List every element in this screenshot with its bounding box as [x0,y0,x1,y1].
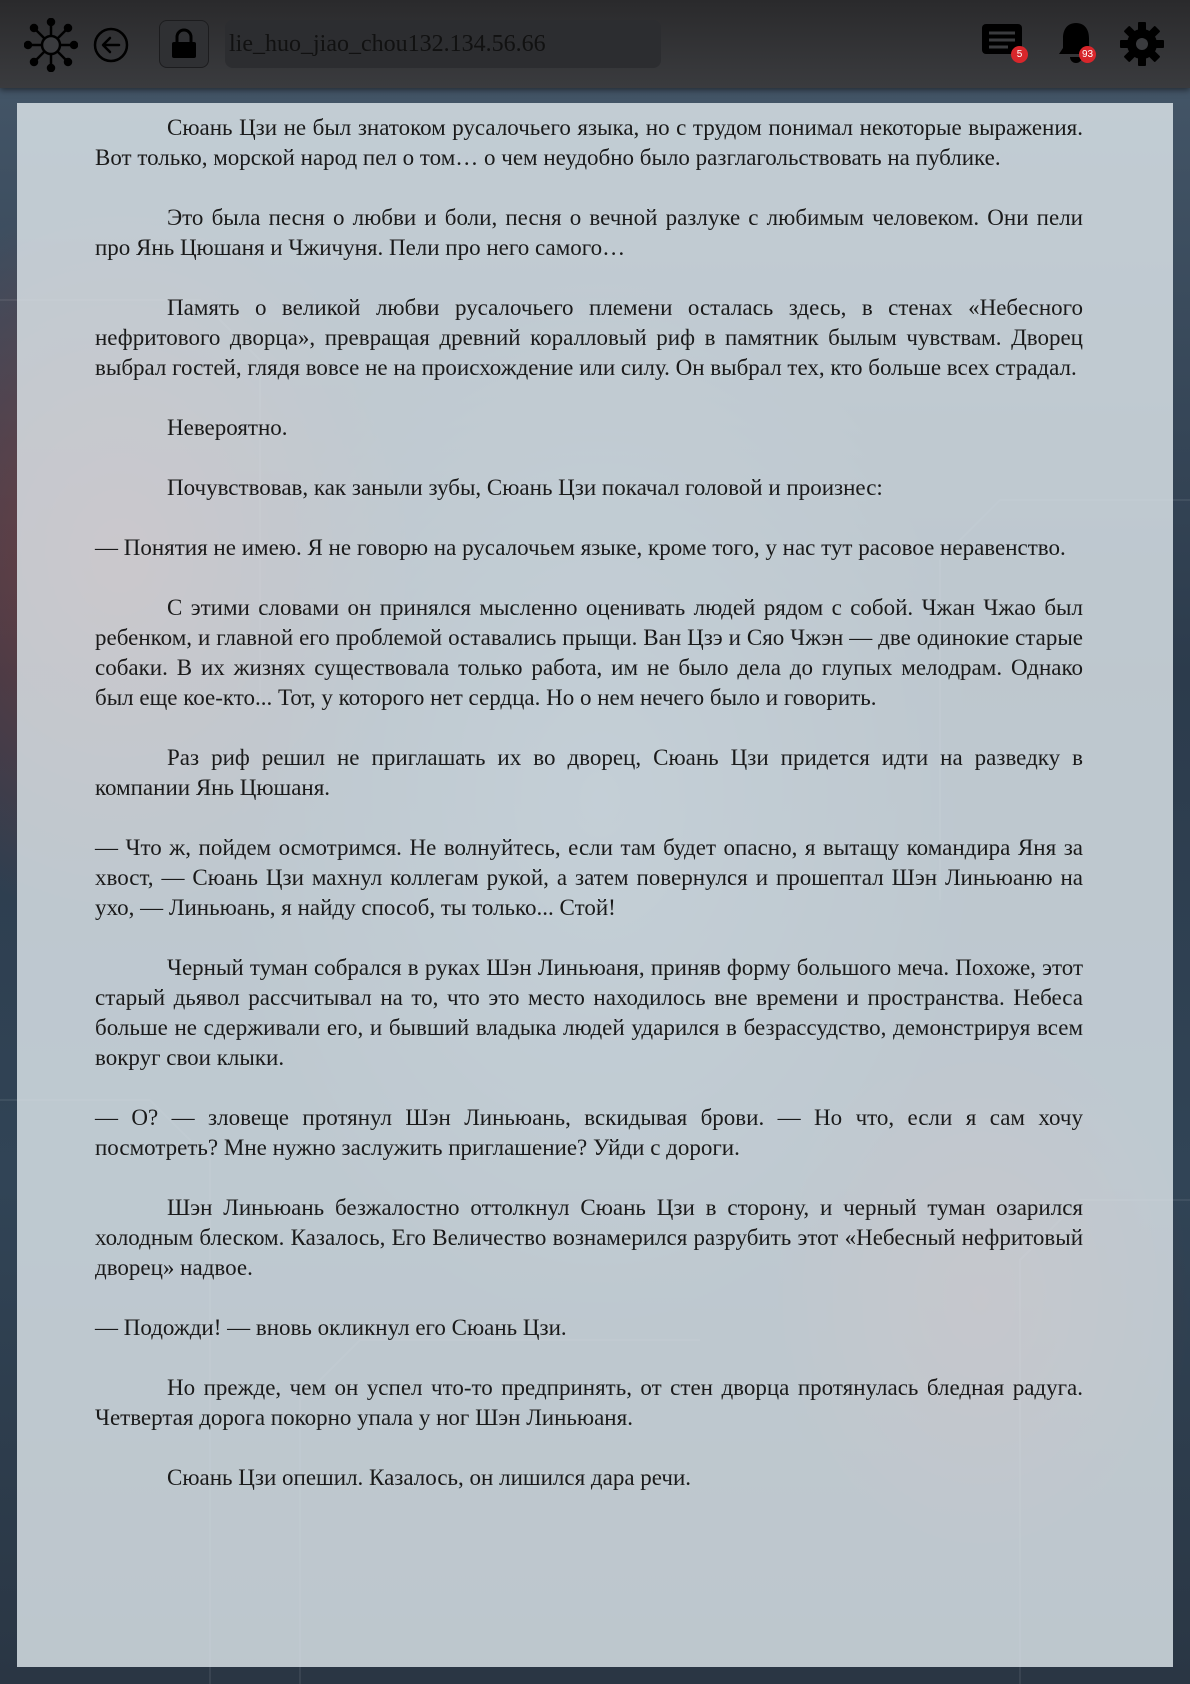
text-paragraph: Черный туман собрался в руках Шэн Линьюаня, приняв форму большого меча. Похоже, этот старый дьявол рассчитывал на то, что это место находилось вне времени и пространства. Небеса больше не сдерживали его, и бывший владыка людей ударился в безрассудство, демонстрируя всем вокруг свои клыки. [95,955,1083,1070]
gear-icon [1118,20,1166,68]
top-toolbar [0,0,1190,88]
notifications-count-badge: 93 [1079,46,1096,63]
network-logo-icon[interactable] [24,18,78,72]
text-paragraph: Раз риф решил не приглашать их во дворец, Сюань Цзи придется идти на разведку в компании Янь Цюшаня. [95,745,1083,800]
dialogue-paragraph: — Подожди! — вновь окликнул его Сюань Цзи. [95,1315,567,1340]
dialogue-paragraph: — О? — зловеще протянул Шэн Линьюань, вскидывая брови. — Но что, если я сам хочу посмотреть? Мне нужно заслужить приглашение? Уйди с дороги. [95,1105,1083,1160]
back-arrow-icon [92,26,130,64]
reading-page [17,103,1173,1667]
text-paragraph: Но прежде, чем он успел что-то предпринять, от стен дворца протянулась бледная радуга. Четвертая дорога покорно упала у ног Шэн Линьюаня. [95,1375,1083,1430]
text-paragraph: Память о великой любви русалочьего племени осталась здесь, в стенах «Небесного нефритового дворца», превращая древний коралловый риф в памятник былым чувствам. Дворец выбрал гостей, глядя вовсе не на происхождение или силу. Он выбрал тех, кто больше всех страдал. [95,295,1083,380]
dialogue-paragraph: — Понятия не имею. Я не говорю на русалочьем языке, кроме того, у нас тут расовое неравенство. [95,535,1066,560]
settings-button[interactable] [1118,20,1168,70]
messages-count-badge: 5 [1011,46,1028,63]
text-paragraph: Сюань Цзи не был знатоком русалочьего языка, но с трудом понимал некоторые выражения. Вот только, морской народ пел о том… о чем неудобно было разглагольствовать на публике. [95,115,1083,170]
address-field[interactable]: lie_huo_jiao_chou132.134.56.66 [225,20,661,68]
text-paragraph: Невероятно. [167,415,288,440]
text-paragraph: С этими словами он принялся мысленно оценивать людей рядом с собой. Чжан Чжао был ребенком, и главной его проблемой оставались прыщи. Ван Цзэ и Сяо Чжэн — две одинокие старые собаки. В их жизнях существовала только работа, им не было дела до глупых мелодрам. Однако был еще кое-кто... Тот, у которого нет сердца. Но о нем нечего было и говорить. [95,595,1083,710]
text-paragraph: Шэн Линьюань безжалостно оттолкнул Сюань Цзи в сторону, и черный туман озарился холодным блеском. Казалось, Его Величество вознамерился разрубить этот «Небесный нефритовый дворец» надвое. [95,1195,1083,1280]
lock-icon [169,28,199,60]
messages-button[interactable] [980,20,1030,70]
text-paragraph: Сюань Цзи опешил. Казалось, он лишился дара речи. [167,1465,692,1490]
text-paragraph: Почувствовав, как заныли зубы, Сюань Цзи покачал головой и произнес: [167,475,883,500]
text-paragraph: Это была песня о любви и боли, песня о вечной разлуке с любимым человеком. Они пели про Янь Цюшаня и Чжичуня. Пели про него самого… [95,205,1083,260]
notifications-button[interactable] [1056,20,1106,70]
dialogue-paragraph: — Что ж, пойдем осмотримся. Не волнуйтесь, если там будет опасно, я вытащу командира Яня за хвост, — Сюань Цзи махнул коллегам рукой, а затем повернулся и прошептал Шэн Линьюаню на ухо, — Линьюань, я найду способ, ты только... Стой! [95,835,1083,920]
lock-button[interactable] [159,20,209,68]
back-button[interactable] [92,26,130,64]
